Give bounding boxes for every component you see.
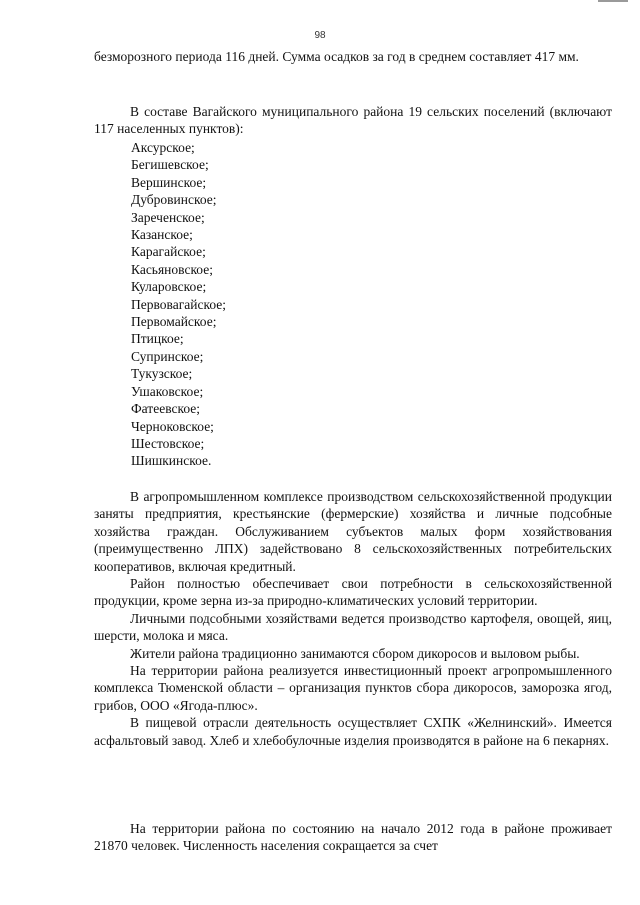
settlement-item: Шестовское; <box>131 435 205 451</box>
settlement-list <box>131 139 226 470</box>
investment-project-paragraph: На территории района реализуется инвестиционный проект агропромышленного комплекса Тюменской области – организация пунктов сбора дикоросов, заморозка ягод, грибов, ООО «Ягода-плюс». <box>94 663 612 713</box>
agro-section <box>94 488 612 749</box>
intro-tail-paragraph: безморозного периода 116 дней. Сумма осадков за год в среднем составляет 417 мм. <box>94 49 579 64</box>
self-sufficiency-paragraph: Район полностью обеспечивает свои потребности в сельскохозяйственной продукции, кроме зерна из-за природно-климатических условий территории. <box>94 576 612 609</box>
settlement-item: Первовагайское; <box>131 296 226 312</box>
wild-harvest-paragraph: Жители района традиционно занимаются сбором дикоросов и выловом рыбы. <box>130 645 580 661</box>
settlement-item: Шишкинское. <box>131 453 212 469</box>
scan-corner-mark <box>598 0 628 2</box>
settlement-item: Казанское; <box>131 227 193 243</box>
settlement-item: Касьяновское; <box>131 261 213 277</box>
settlement-item: Ушаковское; <box>131 383 204 399</box>
population-paragraph: На территории района по состоянию на начало 2012 года в районе проживает 21870 человек. Численность населения сокращается за счет <box>94 821 612 854</box>
agro-paragraph: В агропромышленном комплексе производством сельскохозяйственной продукции заняты предприятия, крестьянские (фермерские) хозяйства и личные подсобные хозяйства граждан. Обслуживанием субъектов малых форм хозяйствования (преимущественно ЛПХ) задействовано 8 сельскохозяйственных потребительских кооперативов, включая кредитный. <box>94 489 612 574</box>
settlement-item: Птицкое; <box>131 331 184 347</box>
page-number: 98 <box>314 30 326 41</box>
settlement-item: Зареченское; <box>131 209 205 225</box>
settlement-item: Первомайское; <box>131 314 217 330</box>
household-farming-paragraph: Личными подсобными хозяйствами ведется производство картофеля, овощей, яиц, шерсти, молока и мяса. <box>94 610 612 644</box>
intro-tail-block <box>94 48 612 65</box>
settlement-item: Вершинское; <box>131 174 207 190</box>
settlement-item: Дубровинское; <box>131 192 217 208</box>
settlement-item: Куларовское; <box>131 279 207 295</box>
settlement-item: Аксурское; <box>131 140 195 155</box>
settlements-intro-block <box>94 103 612 138</box>
settlement-item: Супринское; <box>131 348 204 364</box>
settlement-item: Тукузское; <box>131 366 193 382</box>
settlement-item: Фатеевское; <box>131 401 201 417</box>
settlements-intro-paragraph: В составе Вагайского муниципального района 19 сельских поселений (включают 117 населенных пунктов): <box>94 104 612 137</box>
settlement-item: Черноковское; <box>131 418 214 434</box>
settlement-item: Карагайское; <box>131 244 206 260</box>
population-section <box>94 820 612 855</box>
food-industry-paragraph: В пищевой отрасли деятельность осуществляет СХПК «Желнинский». Имеется асфальтовый завод. Хлеб и хлебобулочные изделия производятся в районе на 6 пекарнях. <box>94 715 612 748</box>
settlement-item: Бегишевское; <box>131 157 209 173</box>
